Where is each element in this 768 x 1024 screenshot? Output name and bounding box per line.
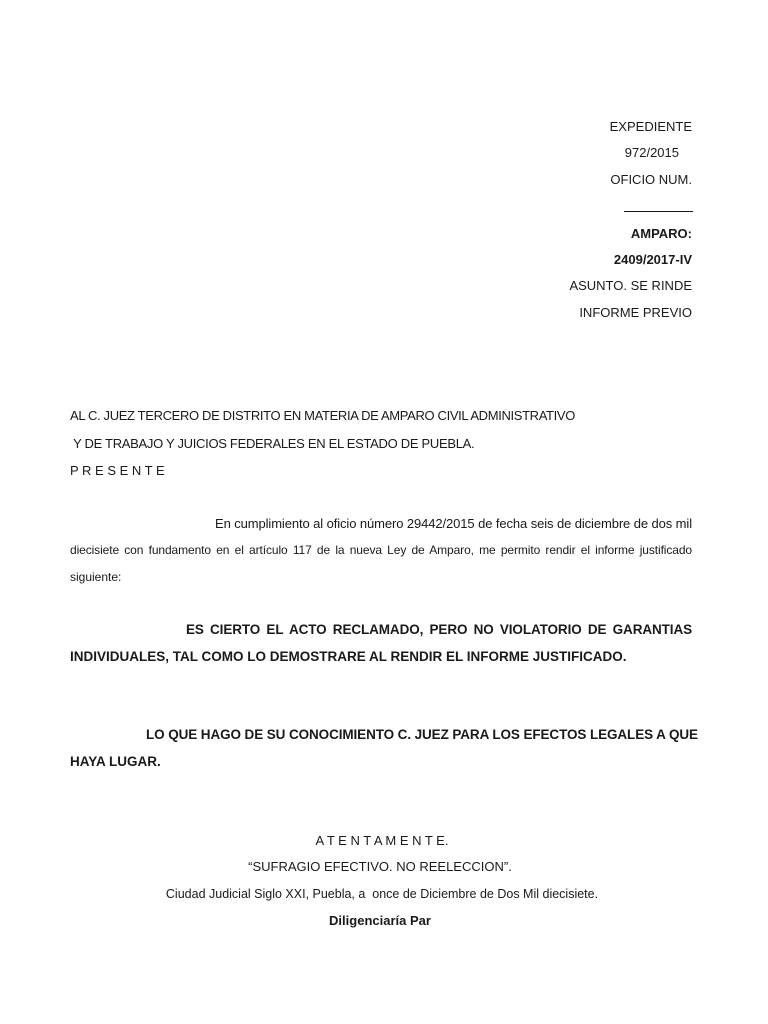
oficio-number-blank-line <box>624 211 693 212</box>
expediente-number: 972/2015 <box>624 145 679 160</box>
body-paragraph-3-line-2: HAYA LUGAR. <box>70 754 161 769</box>
motto: “SUFRAGIO EFECTIVO. NO REELECCION”. <box>248 859 512 874</box>
addressee-line-1: AL C. JUEZ TERCERO DE DISTRITO EN MATERIA DE AMPARO CIVIL ADMINISTRATIVO <box>70 408 575 423</box>
oficio-label: OFICIO NUM. <box>610 172 692 187</box>
body-paragraph-2-line-2: INDIVIDUALES, TAL COMO LO DEMOSTRARE AL RENDIR EL INFORME JUSTIFICADO. <box>70 649 627 664</box>
asunto-line-1: ASUNTO. SE RINDE <box>569 278 692 293</box>
asunto-line-2: INFORME PREVIO <box>579 305 692 320</box>
place-and-date: Ciudad Judicial Siglo XXI, Puebla, a once de Diciembre de Dos Mil diecisiete. <box>165 887 599 901</box>
addressee-line-2: Y DE TRABAJO Y JUICIOS FEDERALES EN EL ESTADO DE PUEBLA. <box>70 436 475 451</box>
signature-title: Diligenciaría Par <box>329 913 431 928</box>
body-paragraph-1-line-1: En cumplimiento al oficio número 29442/2015 de fecha seis de diciembre de dos mil <box>215 516 692 531</box>
expediente-label: EXPEDIENTE <box>609 119 692 134</box>
atentamente: A T E N T A M E N T E. <box>315 833 449 848</box>
body-paragraph-3-line-1: LO QUE HAGO DE SU CONOCIMIENTO C. JUEZ PARA LOS EFECTOS LEGALES A QUE <box>146 727 698 742</box>
body-paragraph-2-line-1: ES CIERTO EL ACTO RECLAMADO, PERO NO VIOLATORIO DE GARANTIAS <box>186 622 692 637</box>
body-paragraph-1-line-3: siguiente: <box>70 570 122 584</box>
presente: P R E S E N T E <box>70 463 165 478</box>
amparo-number: 2409/2017-IV <box>613 252 692 267</box>
body-paragraph-1-line-2: diecisiete con fundamento en el artículo 117 de la nueva Ley de Amparo, me permito rendir el informe justificado <box>70 543 692 557</box>
amparo-label: AMPARO: <box>630 226 692 241</box>
